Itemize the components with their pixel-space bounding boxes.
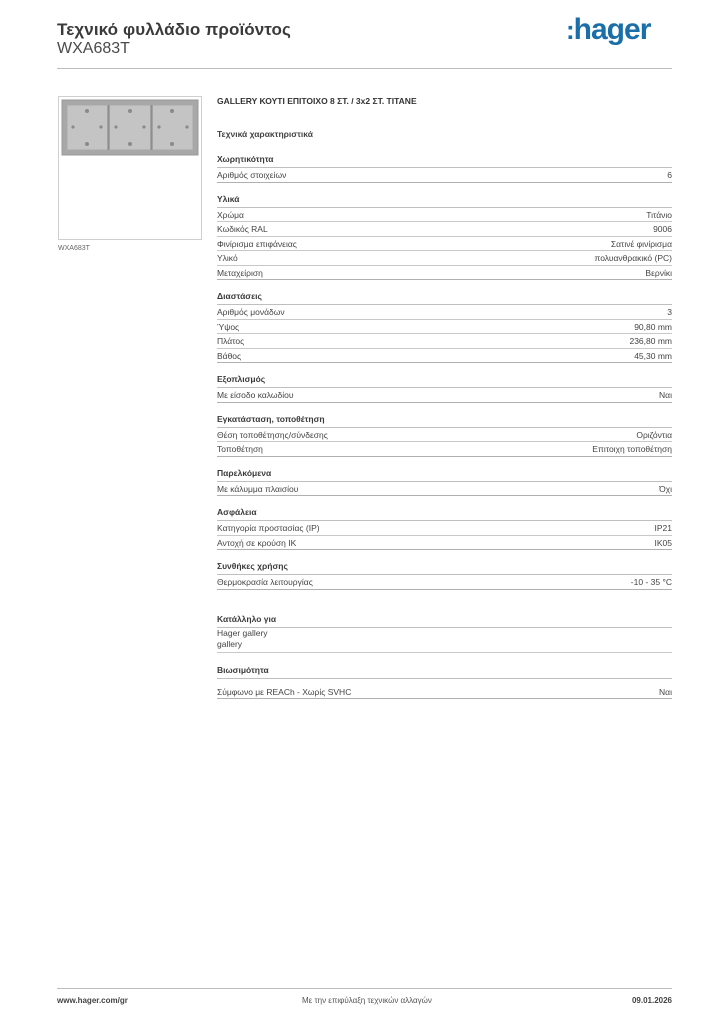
spec-value: πολυανθρακικό (PC) <box>594 253 672 263</box>
footer-date: 09.01.2026 <box>631 996 672 1005</box>
spec-row <box>217 685 672 700</box>
spec-value: Όχι <box>659 483 672 494</box>
spec-value: Βερνίκι <box>645 267 672 278</box>
section-suitable <box>217 614 672 653</box>
spec-value: Ναι <box>659 390 672 400</box>
spec-value: IK05 <box>654 537 672 548</box>
suitable-list <box>217 628 672 653</box>
logo-text: hager <box>573 13 651 46</box>
wall-box-icon <box>59 97 201 239</box>
spec-section <box>217 507 672 550</box>
spec-label: Χρώμα <box>217 209 244 220</box>
spec-section <box>217 374 672 403</box>
spec-value: 9006 <box>653 224 672 234</box>
spec-row <box>217 482 672 497</box>
product-code-header: WXA683T <box>57 40 130 57</box>
spec-label: Πλάτος <box>217 336 245 346</box>
section-title: Παρελκόμενα <box>217 468 672 482</box>
image-caption: WXA683T <box>58 245 90 252</box>
spec-sections <box>217 154 672 590</box>
spec-value: 236,80 mm <box>629 336 672 346</box>
spec-row <box>217 428 672 443</box>
spec-content <box>217 96 672 699</box>
spec-label: Αριθμός στοιχείων <box>217 170 287 180</box>
section-title: Συνθήκες χρήσης <box>217 561 672 575</box>
spec-label: Υλικό <box>217 253 238 263</box>
section-title: Βιωσιμότητα <box>217 665 672 679</box>
spec-row <box>217 388 672 403</box>
spec-label: Αντοχή σε κρούση IK <box>217 537 297 548</box>
footer-notice: Με την επιφύλαξη τεχνικών αλλαγών <box>302 996 432 1005</box>
spec-label: Μεταχείριση <box>217 267 263 278</box>
spec-row <box>217 222 672 237</box>
spec-section <box>217 561 672 590</box>
spec-value: 6 <box>667 170 672 180</box>
section-title: Διαστάσεις <box>217 291 672 305</box>
spec-label: Σύμφωνο με REACh - Χωρίς SVHC <box>217 686 352 697</box>
footer-divider <box>57 988 672 989</box>
spec-row <box>217 334 672 349</box>
section-title: Εγκατάσταση, τοποθέτηση <box>217 414 672 428</box>
section-title: Ασφάλεια <box>217 507 672 521</box>
spec-label: Κωδικός RAL <box>217 224 268 234</box>
spec-row <box>217 208 672 223</box>
spec-label: Ύψος <box>217 321 240 332</box>
section-title: Κατάλληλο για <box>217 614 672 628</box>
product-image <box>58 96 202 240</box>
spec-row <box>217 266 672 281</box>
suitable-item: Hager gallery <box>217 627 268 638</box>
hager-logo: :hager <box>566 13 651 46</box>
spec-row <box>217 575 672 590</box>
spec-section <box>217 291 672 363</box>
spec-label: Με είσοδο καλωδίου <box>217 390 294 400</box>
spec-value: Ναι <box>659 686 672 697</box>
spec-value: 90,80 mm <box>634 321 672 332</box>
technical-heading: Τεχνικά χαρακτηριστικά <box>217 129 313 139</box>
section-title: Χωρητικότητα <box>217 154 672 168</box>
spec-value: Επιτοιχη τοποθέτηση <box>592 444 672 454</box>
spec-label: Με κάλυμμα πλαισίου <box>217 483 299 494</box>
spec-label: Τοποθέτηση <box>217 444 263 454</box>
document-title: Τεχνικό φυλλάδιο προϊόντος <box>57 20 291 39</box>
spec-label: Κατηγορία προστασίας (IP) <box>217 523 320 533</box>
spec-value: 45,30 mm <box>634 350 672 361</box>
spec-row <box>217 305 672 320</box>
spec-value: 3 <box>667 307 672 317</box>
spec-label: Θέση τοποθέτησης/σύνδεσης <box>217 429 328 440</box>
section-sustainability <box>217 665 672 700</box>
spec-value: Τιτάνιο <box>646 209 672 220</box>
spec-section <box>217 468 672 497</box>
spec-label: Θερμοκρασία λειτουργίας <box>217 577 313 587</box>
product-title: GALLERY ΚΟΥΤΙ ΕΠΙΤΟΙΧΟ 8 ΣΤ. / 3x2 ΣΤ. ΤΙΤΑΝΕ <box>217 96 417 106</box>
spec-row <box>217 521 672 536</box>
spec-row <box>217 349 672 364</box>
header-divider <box>57 68 672 69</box>
footer-website-link[interactable]: www.hager.com/gr <box>57 996 128 1005</box>
spec-section <box>217 414 672 457</box>
spec-label: Βάθος <box>217 350 242 361</box>
spec-row <box>217 536 672 551</box>
section-title: Εξοπλισμός <box>217 374 672 388</box>
spec-row <box>217 237 672 252</box>
spec-label: Αριθμός μονάδων <box>217 307 285 317</box>
spec-row <box>217 251 672 266</box>
spec-value: Οριζόντια <box>636 429 672 440</box>
spec-row <box>217 320 672 335</box>
spec-section <box>217 194 672 281</box>
spec-label: Φινίρισμα επιφάνειας <box>217 238 297 249</box>
spec-row <box>217 442 672 457</box>
spec-section <box>217 154 672 183</box>
section-title: Υλικά <box>217 194 672 208</box>
suitable-item: gallery <box>217 638 243 649</box>
spec-value: Σατινέ φινίρισμα <box>610 238 672 249</box>
spec-row <box>217 168 672 183</box>
spec-value: IP21 <box>654 523 672 533</box>
spec-value: -10 - 35 °C <box>630 577 672 587</box>
